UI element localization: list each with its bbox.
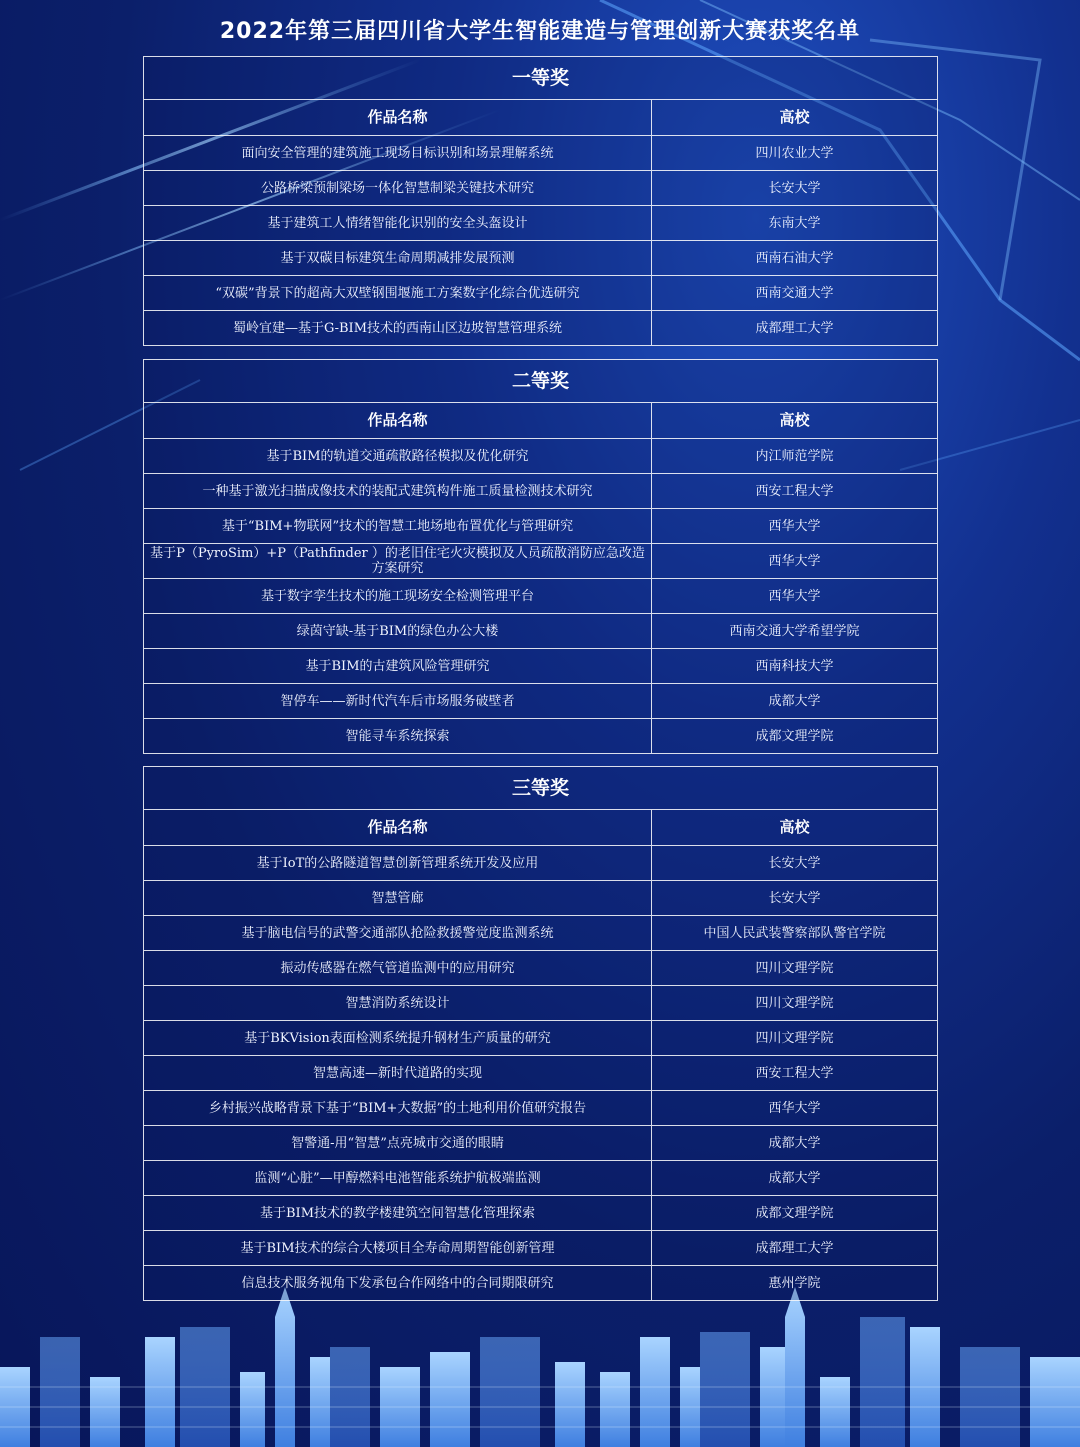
column-header-name: 作品名称	[144, 100, 652, 135]
table-row	[144, 684, 937, 719]
school-cell: 四川农业大学	[755, 145, 834, 161]
project-name-cell: “双碳”背景下的超高大双壁钢围堰施工方案数字化综合优选研究	[144, 276, 652, 310]
table-header-row	[144, 403, 937, 439]
table-row	[144, 1161, 937, 1196]
table-row	[144, 1126, 937, 1161]
table-row	[144, 241, 937, 276]
table-row	[144, 1056, 937, 1091]
school-cell: 西安工程大学	[755, 483, 834, 499]
table-row	[144, 916, 937, 951]
section-title: 一等奖	[144, 57, 937, 100]
project-name-cell: 基于IoT的公路隧道智慧创新管理系统开发及应用	[144, 846, 652, 880]
page-title: 2022年第三届四川省大学生智能建造与管理创新大赛获奖名单	[219, 19, 861, 44]
column-header-school: 高校	[779, 818, 810, 836]
project-name-cell: 基于“BIM+物联网”技术的智慧工地场地布置优化与管理研究	[144, 509, 652, 543]
school-cell: 西南交通大学希望学院	[729, 623, 860, 639]
award-section	[143, 56, 938, 346]
school-cell: 西南交通大学	[755, 285, 834, 301]
project-name-cell: 基于BIM的古建筑风险管理研究	[144, 649, 652, 683]
column-header-name: 作品名称	[144, 810, 652, 845]
school-cell: 成都理工大学	[755, 320, 834, 336]
table-row	[144, 614, 937, 649]
table-row	[144, 1196, 937, 1231]
project-name-cell: 基于脑电信号的武警交通部队抢险救援警觉度监测系统	[144, 916, 652, 950]
table-row	[144, 719, 937, 753]
school-cell: 中国人民武装警察部队警官学院	[703, 925, 886, 941]
project-name-cell: 基于P（PyroSim）+P（Pathfinder ）的老旧住宅火灾模拟及人员疏散消防应急改造方案研究	[144, 544, 652, 578]
project-name-cell: 信息技术服务视角下发承包合作网络中的合同期限研究	[144, 1266, 652, 1300]
section-title: 三等奖	[144, 767, 937, 810]
table-row	[144, 1091, 937, 1126]
table-header-row	[144, 100, 937, 136]
table-row	[144, 846, 937, 881]
project-name-cell: 公路桥梁预制梁场一体化智慧制梁关键技术研究	[144, 171, 652, 205]
project-name-cell: 智慧消防系统设计	[144, 986, 652, 1020]
school-cell: 西华大学	[768, 1100, 821, 1116]
table-row	[144, 474, 937, 509]
table-row	[144, 171, 937, 206]
table-row	[144, 881, 937, 916]
school-cell: 惠州学院	[768, 1275, 821, 1291]
project-name-cell: 基于数字孪生技术的施工现场安全检测管理平台	[144, 579, 652, 613]
table-row	[144, 509, 937, 544]
school-cell: 长安大学	[768, 890, 821, 906]
project-name-cell: 基于BIM技术的综合大楼项目全寿命周期智能创新管理	[144, 1231, 652, 1265]
project-name-cell: 振动传感器在燃气管道监测中的应用研究	[144, 951, 652, 985]
table-row	[144, 649, 937, 684]
school-cell: 西华大学	[768, 588, 821, 604]
column-header-school: 高校	[779, 108, 810, 126]
school-cell: 长安大学	[768, 180, 821, 196]
project-name-cell: 智停车——新时代汽车后市场服务破壁者	[144, 684, 652, 718]
project-name-cell: 蜀岭宜建—基于G-BIM技术的西南山区边坡智慧管理系统	[144, 311, 652, 345]
project-name-cell: 一种基于激光扫描成像技术的装配式建筑构件施工质量检测技术研究	[144, 474, 652, 508]
project-name-cell: 面向安全管理的建筑施工现场目标识别和场景理解系统	[144, 136, 652, 170]
school-cell: 四川文理学院	[755, 960, 834, 976]
project-name-cell: 智能寻车系统探索	[144, 719, 652, 753]
project-name-cell: 基于BIM技术的教学楼建筑空间智慧化管理探索	[144, 1196, 652, 1230]
table-row	[144, 439, 937, 474]
table-row	[144, 951, 937, 986]
award-section	[143, 766, 938, 1301]
school-cell: 成都大学	[768, 1135, 821, 1151]
project-name-cell: 监测“心脏”—甲醇燃料电池智能系统护航极端监测	[144, 1161, 652, 1195]
column-header-school: 高校	[779, 411, 810, 429]
school-cell: 成都文理学院	[755, 728, 834, 744]
table-row	[144, 1231, 937, 1266]
table-row	[144, 206, 937, 241]
table-header-row	[144, 810, 937, 846]
project-name-cell: 基于双碳目标建筑生命周期减排发展预测	[144, 241, 652, 275]
column-header-name: 作品名称	[144, 403, 652, 438]
award-section	[143, 359, 938, 754]
project-name-cell: 基于BKVision表面检测系统提升钢材生产质量的研究	[144, 1021, 652, 1055]
school-cell: 成都大学	[768, 1170, 821, 1186]
school-cell: 内江师范学院	[755, 448, 834, 464]
project-name-cell: 智慧管廊	[144, 881, 652, 915]
table-row	[144, 136, 937, 171]
school-cell: 成都理工大学	[755, 1240, 834, 1256]
school-cell: 四川文理学院	[755, 995, 834, 1011]
school-cell: 西华大学	[768, 518, 821, 534]
school-cell: 东南大学	[768, 215, 821, 231]
school-cell: 长安大学	[768, 855, 821, 871]
school-cell: 西安工程大学	[755, 1065, 834, 1081]
school-cell: 西华大学	[768, 553, 821, 569]
project-name-cell: 基于建筑工人情绪智能化识别的安全头盔设计	[144, 206, 652, 240]
school-cell: 成都文理学院	[755, 1205, 834, 1221]
school-cell: 成都大学	[768, 693, 821, 709]
table-row	[144, 544, 937, 579]
table-row	[144, 986, 937, 1021]
project-name-cell: 绿茵守缺-基于BIM的绿色办公大楼	[144, 614, 652, 648]
project-name-cell: 基于BIM的轨道交通疏散路径模拟及优化研究	[144, 439, 652, 473]
section-title: 二等奖	[144, 360, 937, 403]
table-row	[144, 311, 937, 345]
project-name-cell: 智慧高速—新时代道路的实现	[144, 1056, 652, 1090]
school-cell: 四川文理学院	[755, 1030, 834, 1046]
table-row	[144, 1266, 937, 1300]
project-name-cell: 智警通-用“智慧”点亮城市交通的眼睛	[144, 1126, 652, 1160]
table-row	[144, 579, 937, 614]
project-name-cell: 乡村振兴战略背景下基于“BIM+大数据”的土地利用价值研究报告	[144, 1091, 652, 1125]
city-skyline-illustration	[0, 1277, 1080, 1447]
table-row	[144, 276, 937, 311]
school-cell: 西南石油大学	[755, 250, 834, 266]
school-cell: 西南科技大学	[755, 658, 834, 674]
table-row	[144, 1021, 937, 1056]
